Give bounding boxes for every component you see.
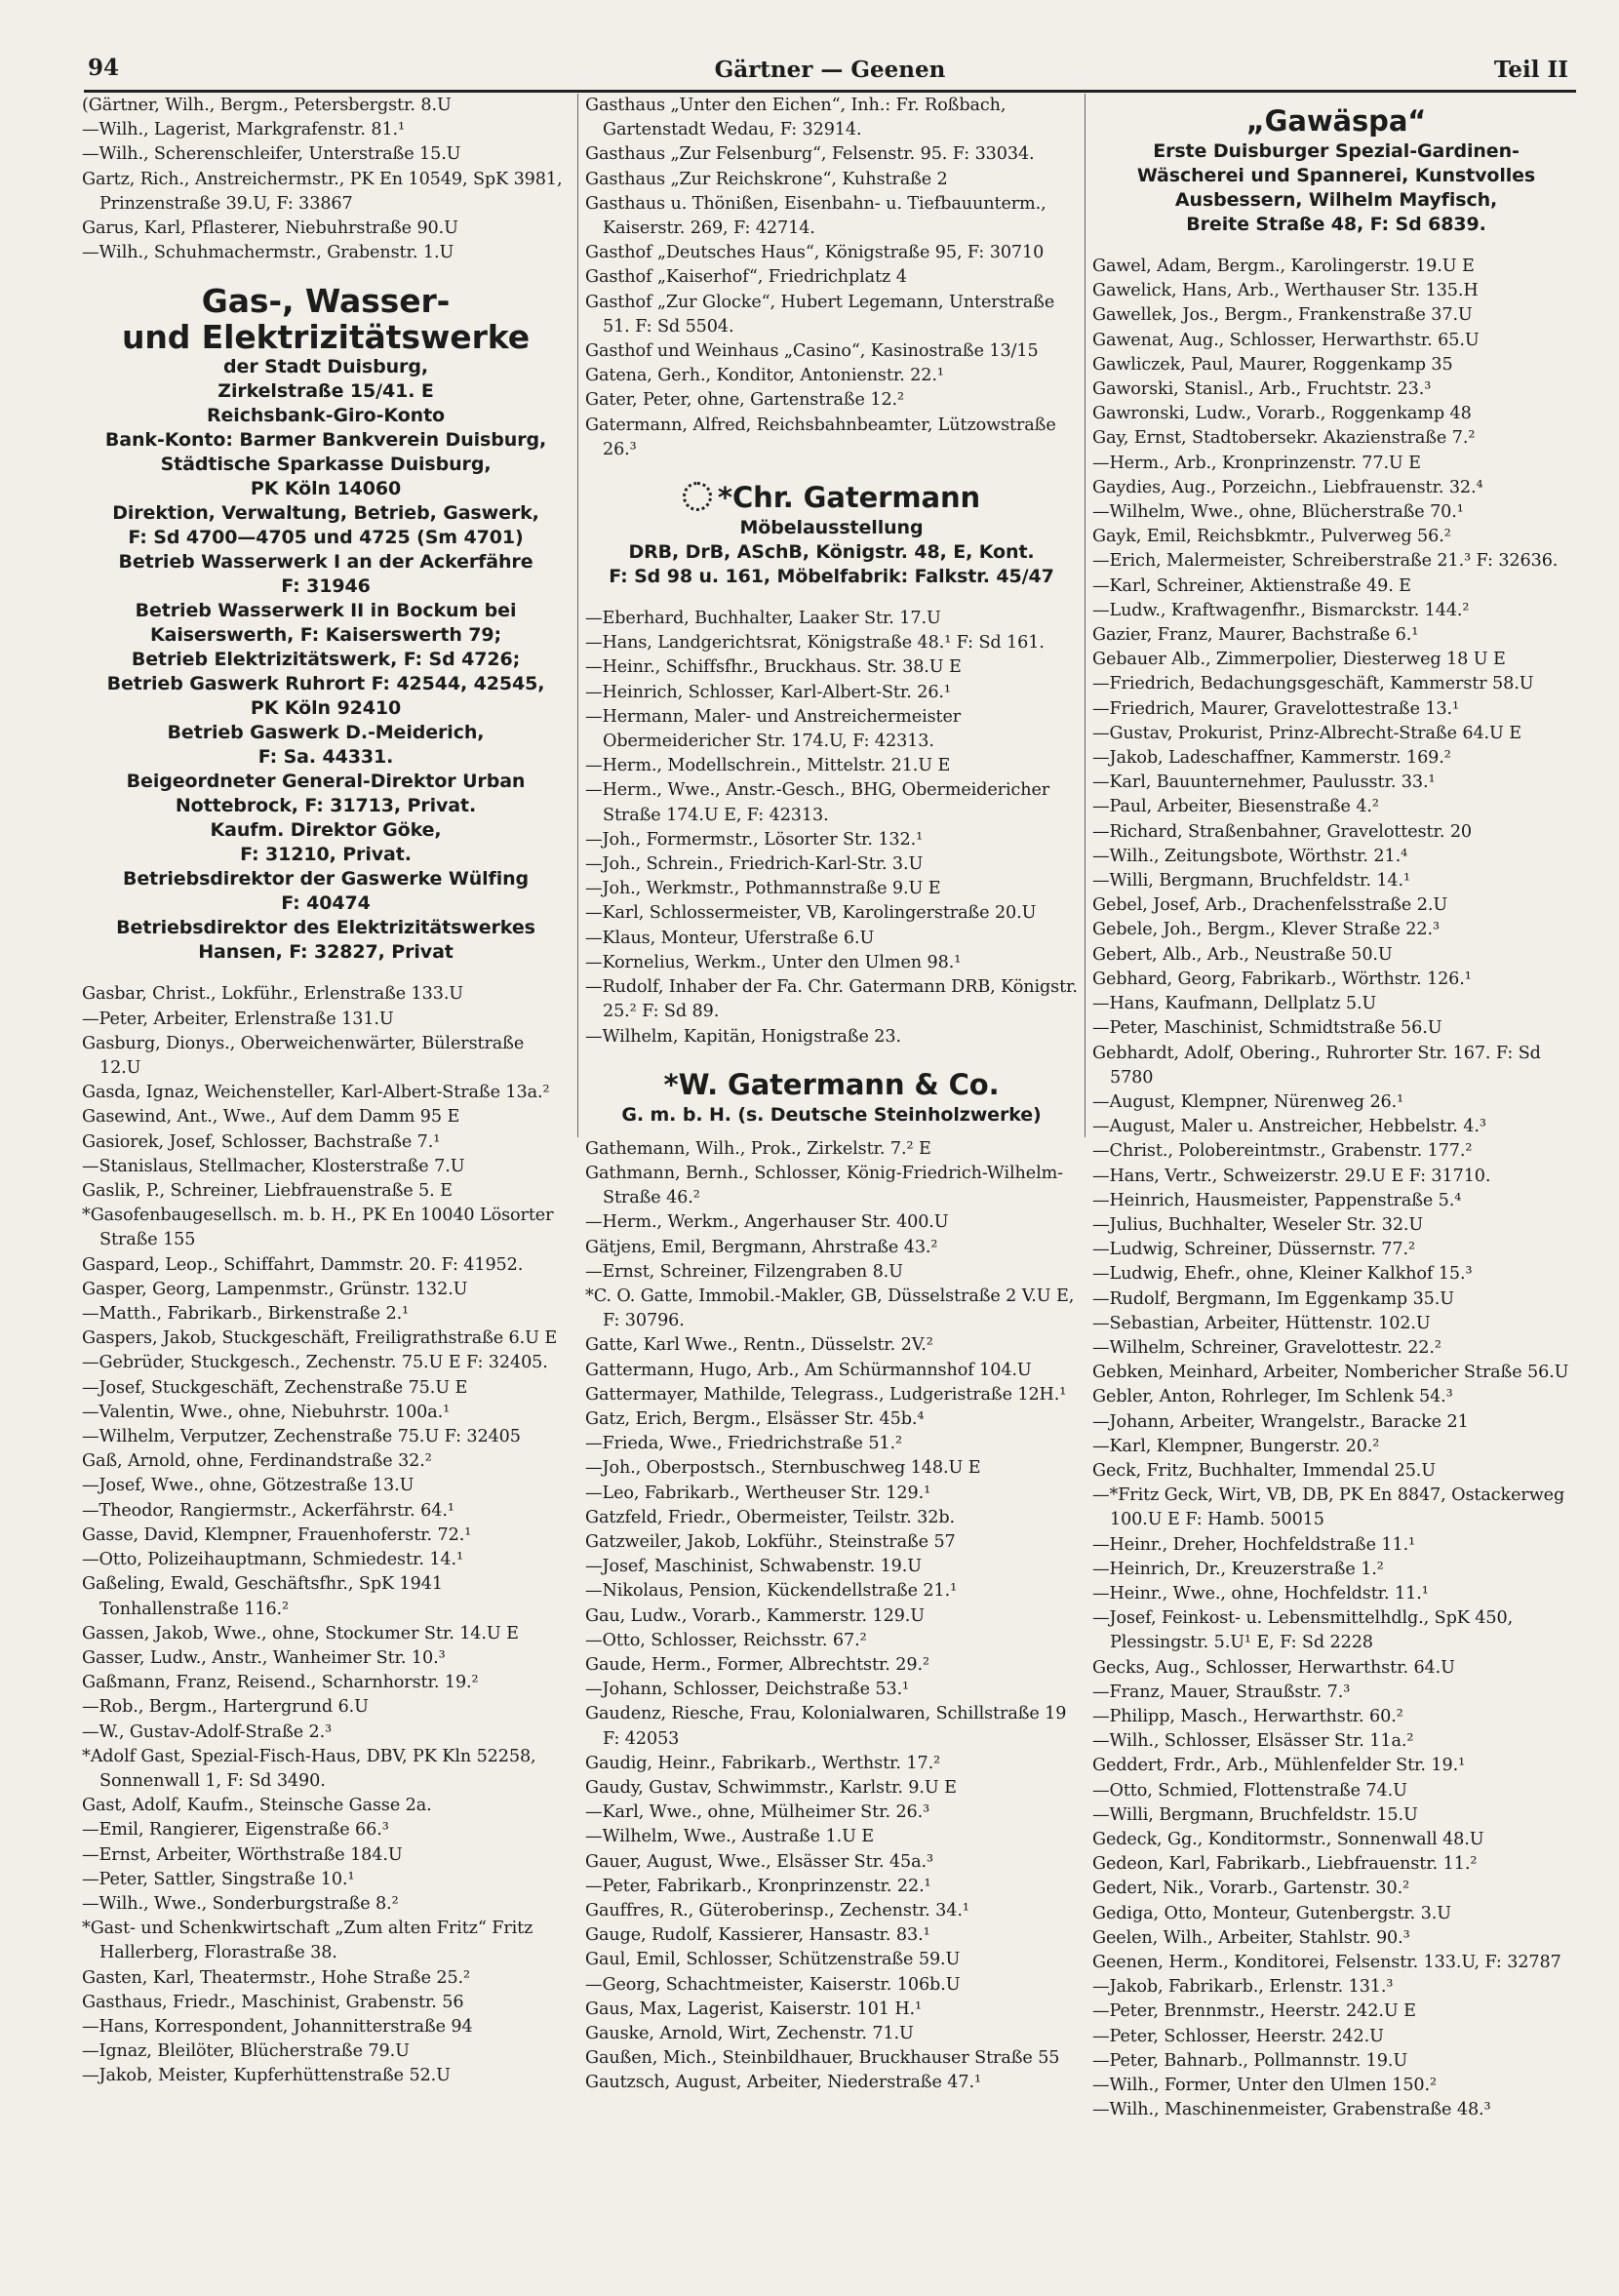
directory-entry: —Sebastian, Arbeiter, Hüttenstr. 102.U: [1092, 1313, 1431, 1333]
gatermann-block: [585, 516, 1078, 589]
directory-entry: Gebken, Meinhard, Arbeiter, Nombericher Straße 56.U: [1092, 1363, 1569, 1383]
advert-block: [1092, 139, 1580, 237]
block-line: F: Sa. 44331.: [257, 746, 394, 769]
directory-entry: —Frieda, Wwe., Friedrichstraße 51.²: [585, 1434, 902, 1454]
block-line: F: Sd 98 u. 161, Möbelfabrik: Falkstr. 45/47: [609, 566, 1054, 588]
directory-entry: —Friedrich, Bedachungsgeschäft, Kammerstr 58.U: [1092, 674, 1534, 694]
directory-entry: —Wilhelm, Kapitän, Honigstraße 23.: [585, 1026, 901, 1047]
directory-entry: —Theodor, Rangiermstr., Ackerfährstr. 64.¹: [82, 1500, 454, 1521]
advert-heading: „Gawäspa“: [1245, 104, 1427, 138]
directory-entry: —Hans, Landgerichtsrat, Königstraße 48.¹ F: Sd 161.: [585, 633, 1045, 653]
entry-list: [1092, 255, 1580, 2122]
directory-entry: —Rudolf, Inhaber der Fa. Chr. Gatermann DRB, Königstr. 25.² F: Sd 89.: [585, 977, 1078, 1022]
directory-entry: —Wilh., Wwe., Sonderburgstraße 8.²: [82, 1893, 399, 1914]
block-line: Kaiserswerth, F: Kaiserswerth 79;: [149, 624, 502, 647]
directory-entry: —Johann, Arbeiter, Wrangelstr., Baracke 21: [1092, 1411, 1469, 1432]
directory-entry: —Valentin, Wwe., ohne, Niebuhrstr. 100a.¹: [82, 1402, 451, 1422]
directory-entry: —Nikolaus, Pension, Kückendellstraße 21.¹: [585, 1581, 958, 1602]
directory-entry: Gawliczek, Paul, Maurer, Roggenkamp 35: [1092, 354, 1453, 375]
directory-entry: Gasthof „Zur Glocke“, Hubert Legemann, Unterstraße 51. F: Sd 5504.: [585, 292, 1055, 336]
directory-entry: Gasthof „Kaiserhof“, Friedrichplatz 4: [585, 267, 907, 288]
directory-entry: —Otto, Polizeihauptmann, Schmiedestr. 14.¹: [82, 1550, 463, 1570]
directory-entry: Gatermann, Alfred, Reichsbahnbeamter, Lützowstraße 26.³: [585, 415, 1056, 459]
directory-entry: —Heinrich, Dr., Kreuzerstraße 1.²: [1092, 1559, 1384, 1579]
directory-entry: —Karl, Bauunternehmer, Paulusstr. 33.¹: [1092, 772, 1436, 793]
directory-entry: —Hans, Korrespondent, Johannitterstraße 94: [82, 2016, 473, 2037]
directory-entry: Gebauer Alb., Zimmerpolier, Diesterweg 18 U E: [1092, 650, 1506, 670]
directory-entry: Gebel, Josef, Arb., Drachenfelsstraße 2.U: [1092, 895, 1448, 916]
directory-entry: —Christ., Polobereintmstr., Grabenstr. 177.²: [1092, 1141, 1473, 1162]
block-line: F: 40474: [281, 892, 371, 915]
directory-entry: —Jakob, Ladeschaffner, Kammerstr. 169.²: [1092, 748, 1451, 769]
directory-entry: —Joh., Schrein., Friedrich-Karl-Str. 3.U: [585, 854, 924, 875]
block-line: Reichsbank-Giro-Konto: [206, 405, 446, 427]
directory-entry: —Matth., Fabrikarb., Birkenstraße 2.¹: [82, 1304, 410, 1325]
directory-entry: Gatte, Karl Wwe., Rentn., Düsselstr. 2V.²: [585, 1335, 933, 1356]
directory-entry: —Wilh., Zeitungsbote, Wörthstr. 21.⁴: [1092, 846, 1408, 866]
utility-heading-line1: Gas-, Wasser-: [201, 282, 451, 321]
directory-entry: Gaworski, Stanisl., Arb., Fruchtstr. 23.³: [1092, 379, 1432, 400]
directory-entry: —Paul, Arbeiter, Biesenstraße 4.²: [1092, 797, 1379, 817]
entry-list: [585, 1137, 1078, 2096]
block-line: Bank-Konto: Barmer Bankverein Duisburg,: [104, 429, 547, 452]
block-line: Betrieb Wasserwerk I an der Ackerfähre: [118, 551, 533, 574]
directory-entry: —Peter, Brennmstr., Heerstr. 242.U E: [1092, 2001, 1416, 2022]
directory-entry: Gätjens, Emil, Bergmann, Ahrstraße 43.²: [585, 1237, 938, 1257]
gatermann-title: *Chr. Gatermann: [717, 481, 981, 515]
directory-entry: —August, Klempner, Nürenweg 26.¹: [1092, 1091, 1404, 1112]
directory-entry: —Josef, Feinkost- u. Lebensmittelhdlg., SpK 450, Plessingstr. 5.U¹ E, F: Sd 2228: [1092, 1608, 1514, 1653]
block-line: Wäscherei und Spannerei, Kunstvolles: [1136, 165, 1536, 186]
directory-entry: —Johann, Schlosser, Deichstraße 53.¹: [585, 1680, 910, 1700]
directory-entry: —Peter, Arbeiter, Erlenstraße 131.U: [82, 1009, 394, 1029]
directory-entry: Gauffres, R., Güteroberinsp., Zechenstr. 34.¹: [585, 1901, 969, 1920]
spacer: [1092, 94, 1580, 103]
directory-entry: —Heinr., Dreher, Hochfeldstraße 11.¹: [1092, 1534, 1416, 1555]
directory-entry: Gaspers, Jakob, Stuckgeschäft, Freiligrathstraße 6.U E: [82, 1328, 558, 1349]
directory-entry: *Gasofenbaugesellsch. m. b. H., PK En 10040 Lösorter Straße 155: [82, 1206, 554, 1250]
directory-entry: Gebler, Anton, Rohrleger, Im Schlenk 54.³: [1092, 1387, 1453, 1407]
directory-entry: —Herm., Wwe., Anstr.-Gesch., BHG, Obermeidericher Straße 174.U E, F: 42313.: [585, 780, 1050, 825]
directory-entry: Gecks, Aug., Schlosser, Herwarthstr. 64.U: [1092, 1657, 1455, 1678]
directory-entry: —Ignaz, Bleilöter, Blücherstraße 79.U: [82, 2041, 410, 2062]
running-title: Gärtner — Geenen: [714, 57, 946, 83]
block-line: Direktion, Verwaltung, Betrieb, Gaswerk,: [112, 502, 539, 525]
entry-list: [82, 94, 570, 265]
directory-entry: —Wilhelm, Schreiner, Gravelottestr. 22.²: [1092, 1337, 1441, 1358]
directory-entry: Gasthaus, Friedr., Maschinist, Grabenstr. 56: [82, 1992, 464, 2012]
directory-entry: Gedeon, Karl, Fabrikarb., Liebfrauenstr. 11.²: [1092, 1854, 1478, 1875]
block-line: PK Köln 92410: [250, 697, 402, 720]
directory-entry: —Wilh., Scherenschleifer, Unterstraße 15.U: [82, 144, 461, 165]
directory-entry: —Heinrich, Hausmeister, Pappenstraße 5.⁴: [1092, 1190, 1462, 1210]
directory-entry: Gauer, August, Wwe., Elsässer Str. 45a.³: [585, 1851, 933, 1872]
spacer: [82, 265, 570, 283]
directory-entry: Gebert, Alb., Arb., Neustraße 50.U: [1092, 944, 1393, 965]
directory-entry: —August, Maler u. Anstreicher, Hebbelstr. 4.³: [1092, 1117, 1486, 1137]
directory-entry: —Heinr., Schiffsfhr., Bruckhaus. Str. 38.U E: [585, 657, 962, 678]
block-line: Ausbessern, Wilhelm Mayfisch,: [1174, 189, 1498, 211]
directory-entry: Gasbar, Christ., Lokführ., Erlenstraße 133.U: [82, 984, 464, 1005]
directory-entry: —Klaus, Monteur, Uferstraße 6.U: [585, 928, 875, 948]
directory-entry: —Hans, Kaufmann, Dellplatz 5.U: [1092, 994, 1377, 1014]
directory-entry: —Peter, Schlosser, Heerstr. 242.U: [1092, 2026, 1384, 2046]
directory-entry: —Georg, Schachtmeister, Kaiserstr. 106b.U: [585, 1974, 961, 1995]
directory-entry: Gasthaus „Unter den Eichen“, Inh.: Fr. Roßbach, Gartenstadt Wedau, F: 32914.: [585, 96, 1007, 140]
block-line: Betrieb Gaswerk D.-Meiderich,: [167, 722, 485, 744]
directory-entry: Gathmann, Bernh., Schlosser, König-Friedrich-Wilhelm-Straße 46.²: [585, 1163, 1064, 1208]
directory-entry: Gasten, Karl, Theatermstr., Hohe Straße 25.²: [82, 1967, 471, 1988]
directory-entry: —Ernst, Schreiner, Filzengraben 8.U: [585, 1261, 903, 1282]
column-3: [1092, 94, 1580, 2269]
directory-entry: Gast, Adolf, Kaufm., Steinsche Gasse 2a.: [82, 1796, 432, 1816]
directory-entry: Gaßeling, Ewald, Geschäftsfhr., SpK 1941 Tonhallenstraße 116.²: [82, 1574, 443, 1619]
directory-entry: Gasse, David, Klempner, Frauenhoferstr. 72.¹: [82, 1524, 472, 1545]
block-line: F: 31210, Privat.: [240, 844, 412, 866]
directory-entry: Gattermayer, Mathilde, Telegrass., Ludgeristraße 12H.¹: [585, 1384, 1067, 1405]
directory-entry: Gauge, Rudolf, Kassierer, Hansastr. 83.¹: [585, 1925, 930, 1946]
directory-entry: —Wilhelm, Wwe., Austraße 1.U E: [585, 1827, 875, 1847]
directory-entry: Gasser, Ludw., Anstr., Wanheimer Str. 10.³: [82, 1647, 446, 1668]
block-line: Betrieb Wasserwerk II in Bockum bei: [135, 600, 517, 622]
block-line: Betrieb Elektrizitätswerk, F: Sd 4726;: [131, 649, 521, 671]
directory-entry: Gauske, Arnold, Wirt, Zechenstr. 71.U: [585, 2024, 914, 2044]
page-header: [84, 51, 1576, 93]
block-line: Nottebrock, F: 31713, Privat.: [175, 795, 477, 817]
column-1: [82, 94, 570, 2269]
directory-entry: —Wilh., Lagerist, Markgrafenstr. 81.¹: [82, 120, 405, 140]
directory-entry: —Josef, Wwe., ohne, Götzestraße 13.U: [82, 1476, 415, 1496]
block-line: Hansen, F: 32827, Privat: [198, 941, 454, 964]
directory-entry: —Philipp, Masch., Herwarthstr. 60.²: [1092, 1706, 1403, 1726]
directory-entry: Geelen, Wilh., Arbeiter, Stahlstr. 90.³: [1092, 1927, 1410, 1948]
column-rule-right: [1085, 94, 1086, 1137]
directory-entry: Gasewind, Ant., Wwe., Auf dem Damm 95 E: [82, 1107, 460, 1128]
directory-entry: —Wilh., Former, Unter den Ulmen 150.²: [1092, 2076, 1437, 2096]
directory-entry: —Rudolf, Bergmann, Im Eggenkamp 35.U: [1092, 1288, 1454, 1309]
directory-entry: Gawelick, Hans, Arb., Werthauser Str. 135.H: [1092, 281, 1479, 301]
directory-entry: Gaudig, Heinr., Fabrikarb., Werthstr. 17.²: [585, 1753, 941, 1773]
directory-entry: —Herm., Modellschrein., Mittelstr. 21.U E: [585, 756, 951, 776]
directory-entry: —Otto, Schlosser, Reichsstr. 67.²: [585, 1630, 867, 1650]
directory-entry: —Hermann, Maler- und Anstreichermeister Obermeidericher Str. 174.U, F: 42313.: [585, 706, 962, 752]
directory-entry: Gebhardt, Adolf, Obering., Ruhrorter Str. 167. F: Sd 5780: [1092, 1043, 1541, 1088]
directory-entry: —Willi, Bergmann, Bruchfeldstr. 15.U: [1092, 1804, 1418, 1825]
entry-list: [82, 982, 570, 2088]
directory-entry: Gedert, Nik., Vorarb., Gartenstr. 30.²: [1092, 1879, 1410, 1899]
directory-entry: Gathemann, Wilh., Prok., Zirkelstr. 7.² E: [585, 1138, 931, 1159]
directory-entry: Gasthof und Weinhaus „Casino“, Kasinostraße 13/15: [585, 341, 1039, 362]
directory-entry: Gaspard, Leop., Schiffahrt, Dammstr. 20. F: 41952.: [82, 1254, 524, 1275]
block-line: Betrieb Gaswerk Ruhrort F: 42544, 42545,: [106, 673, 545, 695]
directory-entry: *C. O. Gatte, Immobil.-Makler, GB, Düsselstraße 2 V.U E, F: 30796.: [585, 1286, 1075, 1331]
directory-entry: Gaydies, Aug., Porzeichn., Liebfrauenstr. 32.⁴: [1092, 477, 1483, 497]
directory-entry: —Franz, Mauer, Straußstr. 7.³: [1092, 1682, 1351, 1702]
utility-heading-line2: und Elektrizitätswerke: [121, 318, 530, 357]
directory-entry: —Otto, Schmied, Flottenstraße 74.U: [1092, 1780, 1407, 1801]
directory-entry: —Karl, Klempner, Bungerstr. 20.²: [1092, 1436, 1380, 1456]
block-line: Breite Straße 48, F: Sd 6839.: [1186, 214, 1486, 235]
company-emblem-icon: [683, 482, 712, 511]
directory-entry: —Heinr., Wwe., ohne, Hochfeldstr. 11.¹: [1092, 1583, 1429, 1603]
block-line: DRB, DrB, ASchB, Königstr. 48, E, Kont.: [628, 541, 1035, 564]
utility-block: [82, 355, 570, 965]
directory-entry: Gediga, Otto, Monteur, Gutenbergstr. 3.U: [1092, 1903, 1451, 1923]
directory-entry: Gawenat, Aug., Schlosser, Herwarthstr. 65.U: [1092, 330, 1480, 350]
directory-entry: Gebhard, Georg, Fabrikarb., Wörthstr. 126.¹: [1092, 969, 1472, 989]
directory-entry: Gautzsch, August, Arbeiter, Niederstraße 47.¹: [585, 2073, 981, 2093]
directory-entry: —Karl, Schlossermeister, VB, Karolingerstraße 20.U: [585, 903, 1037, 924]
directory-entry: Gatena, Gerh., Konditor, Antonienstr. 22.¹: [585, 366, 944, 386]
directory-entry: —Joh., Werkmstr., Pothmannstraße 9.U E: [585, 879, 941, 899]
entry-list: [585, 94, 1078, 462]
directory-entry: —Herm., Werkm., Angerhauser Str. 400.U: [585, 1212, 949, 1233]
directory-entry: Gazier, Franz, Maurer, Bachstraße 6.¹: [1092, 625, 1419, 646]
directory-entry: Gawronski, Ludw., Vorarb., Roggenkamp 48: [1092, 404, 1472, 424]
directory-entry: Gaudenz, Riesche, Frau, Kolonialwaren, Schillstraße 19 F: 42053: [585, 1704, 1067, 1749]
directory-entry: Gaßmann, Franz, Reisend., Scharnhorstr. 19.²: [82, 1673, 479, 1693]
directory-entry: —Ludwig, Schreiner, Düssernstr. 77.²: [1092, 1240, 1415, 1260]
directory-entry: Gaslik, P., Schreiner, Liebfrauenstraße 5. E: [82, 1181, 453, 1202]
directory-entry: Gaußen, Mich., Steinbildhauer, Bruckhauser Straße 55: [585, 2048, 1060, 2069]
directory-entry: —*Fritz Geck, Wirt, VB, DB, PK En 8847, Ostackerweg 100.U E F: Hamb. 50015: [1092, 1485, 1565, 1530]
directory-entry: Gasburg, Dionys., Oberweichenwärter, Bülerstraße 12.U: [82, 1033, 525, 1079]
directory-entry: —Wilh., Maschinenmeister, Grabenstraße 48.³: [1092, 2100, 1491, 2120]
spacer: [1092, 237, 1580, 255]
directory-entry: —Rob., Bergm., Hartergrund 6.U: [82, 1697, 369, 1718]
directory-entry: Gaus, Max, Lagerist, Kaiserstr. 101 H.¹: [585, 1999, 923, 2019]
spacer: [585, 462, 1078, 480]
block-line: PK Köln 14060: [250, 478, 402, 500]
directory-entry: Geddert, Frdr., Arb., Mühlenfelder Str. 19.¹: [1092, 1756, 1466, 1776]
directory-entry: —Peter, Bahnarb., Pollmannstr. 19.U: [1092, 2050, 1408, 2071]
directory-entry: —Gustav, Prokurist, Prinz-Albrecht-Straße 64.U E: [1092, 723, 1522, 743]
directory-entry: Gawel, Adam, Bergm., Karolingerstr. 19.U E: [1092, 257, 1475, 276]
directory-entry: Gatz, Erich, Bergm., Elsässer Str. 45b.⁴: [585, 1408, 925, 1429]
directory-entry: Gater, Peter, ohne, Gartenstraße 12.²: [585, 390, 904, 411]
directory-entry: —Joh., Formermstr., Lösorter Str. 132.¹: [585, 829, 924, 850]
directory-entry: —Peter, Fabrikarb., Kronprinzenstr. 22.¹: [585, 1876, 931, 1896]
directory-entry: —Kornelius, Werkm., Unter den Ulmen 98.¹: [585, 952, 962, 972]
directory-entry: Gaude, Herm., Former, Albrechtstr. 29.²: [585, 1654, 929, 1675]
directory-entry: Gaß, Arnold, ohne, Ferdinandstraße 32.²: [82, 1451, 432, 1472]
directory-entry: —W., Gustav-Adolf-Straße 2.³: [82, 1722, 333, 1742]
directory-entry: *Gast- und Schenkwirtschaft „Zum alten Fritz“ Fritz Hallerberg, Florastraße 38.: [82, 1919, 533, 1963]
directory-entry: —Heinrich, Schlosser, Karl-Albert-Str. 26.¹: [585, 682, 951, 702]
directory-entry: Gasthaus „Zur Felsenburg“, Felsenstr. 95. F: 33034.: [585, 144, 1035, 165]
directory-entry: —Ernst, Arbeiter, Wörthstraße 184.U: [82, 1844, 403, 1865]
block-line: Erste Duisburger Spezial-Gardinen-: [1153, 140, 1520, 162]
block-line: Betriebsdirektor der Gaswerke Wülfing: [122, 868, 530, 891]
directory-entry: Gatzfeld, Friedr., Obermeister, Teilstr. 32b.: [585, 1507, 955, 1527]
directory-entry: —Gebrüder, Stuckgesch., Zechenstr. 75.U E F: 32405.: [82, 1353, 548, 1373]
block-line: Zirkelstraße 15/41. E: [217, 380, 434, 403]
column-rule-left: [577, 94, 578, 1137]
directory-entry: —Ludwig, Ehefr., ohne, Kleiner Kalkhof 15.³: [1092, 1264, 1473, 1285]
directory-entry: —Eberhard, Buchhalter, Laaker Str. 17.U: [585, 609, 941, 629]
directory-entry: —Jakob, Meister, Kupferhüttenstraße 52.U: [82, 2066, 451, 2086]
block-line: Betriebsdirektor des Elektrizitätswerkes: [116, 917, 535, 939]
directory-entry: Gattermann, Hugo, Arb., Am Schürmannshof 104.U: [585, 1360, 1032, 1380]
block-line: Möbelausstellung: [739, 517, 924, 539]
directory-entry: —Friedrich, Maurer, Gravelottestraße 13.¹: [1092, 698, 1460, 719]
directory-entry: Gawellek, Jos., Bergm., Frankenstraße 37.U: [1092, 305, 1473, 326]
directory-entry: —Jakob, Fabrikarb., Erlenstr. 131.³: [1092, 1977, 1394, 1998]
directory-entry: Garus, Karl, Pflasterer, Niebuhrstraße 90.U: [82, 218, 458, 239]
directory-entry: —Karl, Schreiner, Aktienstraße 49. E: [1092, 575, 1411, 596]
directory-entry: Gasthaus u. Thönißen, Eisenbahn- u. Tiefbauunterm., Kaiserstr. 269, F: 42714.: [585, 193, 1046, 239]
directory-entry: —Stanislaus, Stellmacher, Klosterstraße 7.U: [82, 1156, 465, 1176]
directory-entry: —Hans, Vertr., Schweizerstr. 29.U E F: 31710.: [1092, 1166, 1491, 1186]
directory-entry: —Julius, Buchhalter, Weseler Str. 32.U: [1092, 1214, 1424, 1235]
directory-entry: —Leo, Fabrikarb., Wertheuser Str. 129.¹: [585, 1483, 931, 1503]
spacer: [82, 965, 570, 982]
directory-entry: Gartz, Rich., Anstreichermstr., PK En 10549, SpK 3981, Prinzenstraße 39.U, F: 33867: [82, 169, 563, 214]
directory-entry: Gasthof „Deutsches Haus“, Königstraße 95, F: 30710: [585, 243, 1045, 263]
gatermann-heading: [585, 480, 1078, 516]
directory-entry: —Peter, Sattler, Singstraße 10.¹: [82, 1869, 355, 1889]
directory-entry: Gasthaus „Zur Reichskrone“, Kuhstraße 2: [585, 169, 948, 189]
directory-entry: —Josef, Maschinist, Schwabenstr. 19.U: [585, 1557, 922, 1577]
w-gatermann-subtitle: G. m. b. H. (s. Deutsche Steinholzwerke): [621, 1103, 1042, 1126]
directory-entry: Gatzweiler, Jakob, Lokführ., Steinstraße 57: [585, 1531, 956, 1552]
directory-entry: —Herm., Arb., Kronprinzenstr. 77.U E: [1092, 453, 1421, 473]
directory-entry: —Ludw., Kraftwagenfhr., Bismarckstr. 144.²: [1092, 600, 1470, 620]
directory-entry: Gasiorek, Josef, Schlosser, Bachstraße 7.¹: [82, 1131, 441, 1152]
block-line: F: Sd 4700—4705 und 4725 (Sm 4701): [128, 527, 524, 549]
column-2: [585, 94, 1078, 2269]
directory-entry: —Richard, Straßenbahner, Gravelottestr. 20: [1092, 821, 1473, 842]
directory-entry: —Erich, Malermeister, Schreiberstraße 21.³ F: 32636.: [1092, 551, 1559, 572]
directory-entry: Gayk, Emil, Reichsbkmtr., Pulverweg 56.²: [1092, 527, 1451, 547]
spacer: [585, 1049, 1078, 1067]
directory-entry: —Wilhelm, Verputzer, Zechenstraße 75.U F: 32405: [82, 1427, 521, 1447]
directory-entry: —Josef, Stuckgeschäft, Zechenstraße 75.U E: [82, 1377, 468, 1398]
directory-entry: Gassen, Jakob, Wwe., ohne, Stockumer Str. 14.U E: [82, 1623, 519, 1643]
block-line: Beigeordneter General-Direktor Urban: [126, 771, 526, 793]
directory-entry: Gau, Ludw., Vorarb., Kammerstr. 129.U: [585, 1605, 926, 1626]
directory-entry: —Wilhelm, Wwe., ohne, Blücherstraße 70.¹: [1092, 502, 1464, 523]
directory-entry: —Willi, Bergmann, Bruchfeldstr. 14.¹: [1092, 871, 1410, 891]
directory-entry: Gaudy, Gustav, Schwimmstr., Karlstr. 9.U E: [585, 1777, 957, 1798]
page-number: 94: [88, 55, 120, 81]
spacer: [585, 1128, 1078, 1137]
directory-entry: Gasper, Georg, Lampenmstr., Grünstr. 132.U: [82, 1279, 468, 1299]
directory-entry: Geck, Fritz, Buchhalter, Immendal 25.U: [1092, 1460, 1437, 1481]
directory-entry: —Joh., Oberpostsch., Sternbuschweg 148.U E: [585, 1458, 981, 1479]
directory-entry: —Wilh., Schlosser, Elsässer Str. 11a.²: [1092, 1731, 1414, 1752]
block-line: F: 31946: [281, 575, 371, 598]
entry-list: [585, 607, 1078, 1049]
directory-entry: Geenen, Herm., Konditorei, Felsenstr. 133.U, F: 32787: [1092, 1953, 1561, 1973]
directory-entry: Gebele, Joh., Bergm., Klever Straße 22.³: [1092, 920, 1440, 940]
directory-entry: —Karl, Wwe., ohne, Mülheimer Str. 26.³: [585, 1802, 930, 1823]
directory-entry: —Emil, Rangierer, Eigenstraße 66.³: [82, 1820, 389, 1841]
directory-entry: Gedeck, Gg., Konditormstr., Sonnenwall 48.U: [1092, 1830, 1484, 1849]
w-gatermann-heading: *W. Gatermann & Co.: [663, 1067, 1000, 1101]
directory-entry: —Peter, Maschinist, Schmidtstraße 56.U: [1092, 1018, 1442, 1039]
part-label: Teil II: [1493, 57, 1568, 83]
directory-entry: —Wilh., Schuhmachermstr., Grabenstr. 1.U: [82, 243, 454, 263]
block-line: der Stadt Duisburg,: [223, 356, 428, 378]
directory-entry: *Adolf Gast, Spezial-Fisch-Haus, DBV, PK Kln 52258, Sonnenwall 1, F: Sd 3490.: [82, 1746, 536, 1791]
block-line: Städtische Sparkasse Duisburg,: [160, 454, 492, 476]
directory-entry: (Gärtner, Wilh., Bergm., Petersbergstr. 8.U: [82, 96, 452, 115]
directory-entry: Gasda, Ignaz, Weichensteller, Karl-Albert-Straße 13a.²: [82, 1083, 550, 1103]
directory-entry: Gaul, Emil, Schlosser, Schützenstraße 59.U: [585, 1950, 961, 1970]
spacer: [585, 589, 1078, 607]
directory-entry: Gay, Ernst, Stadtobersekr. Akazienstraße 7.²: [1092, 428, 1476, 449]
block-line: Kaufm. Direktor Göke,: [210, 819, 442, 842]
